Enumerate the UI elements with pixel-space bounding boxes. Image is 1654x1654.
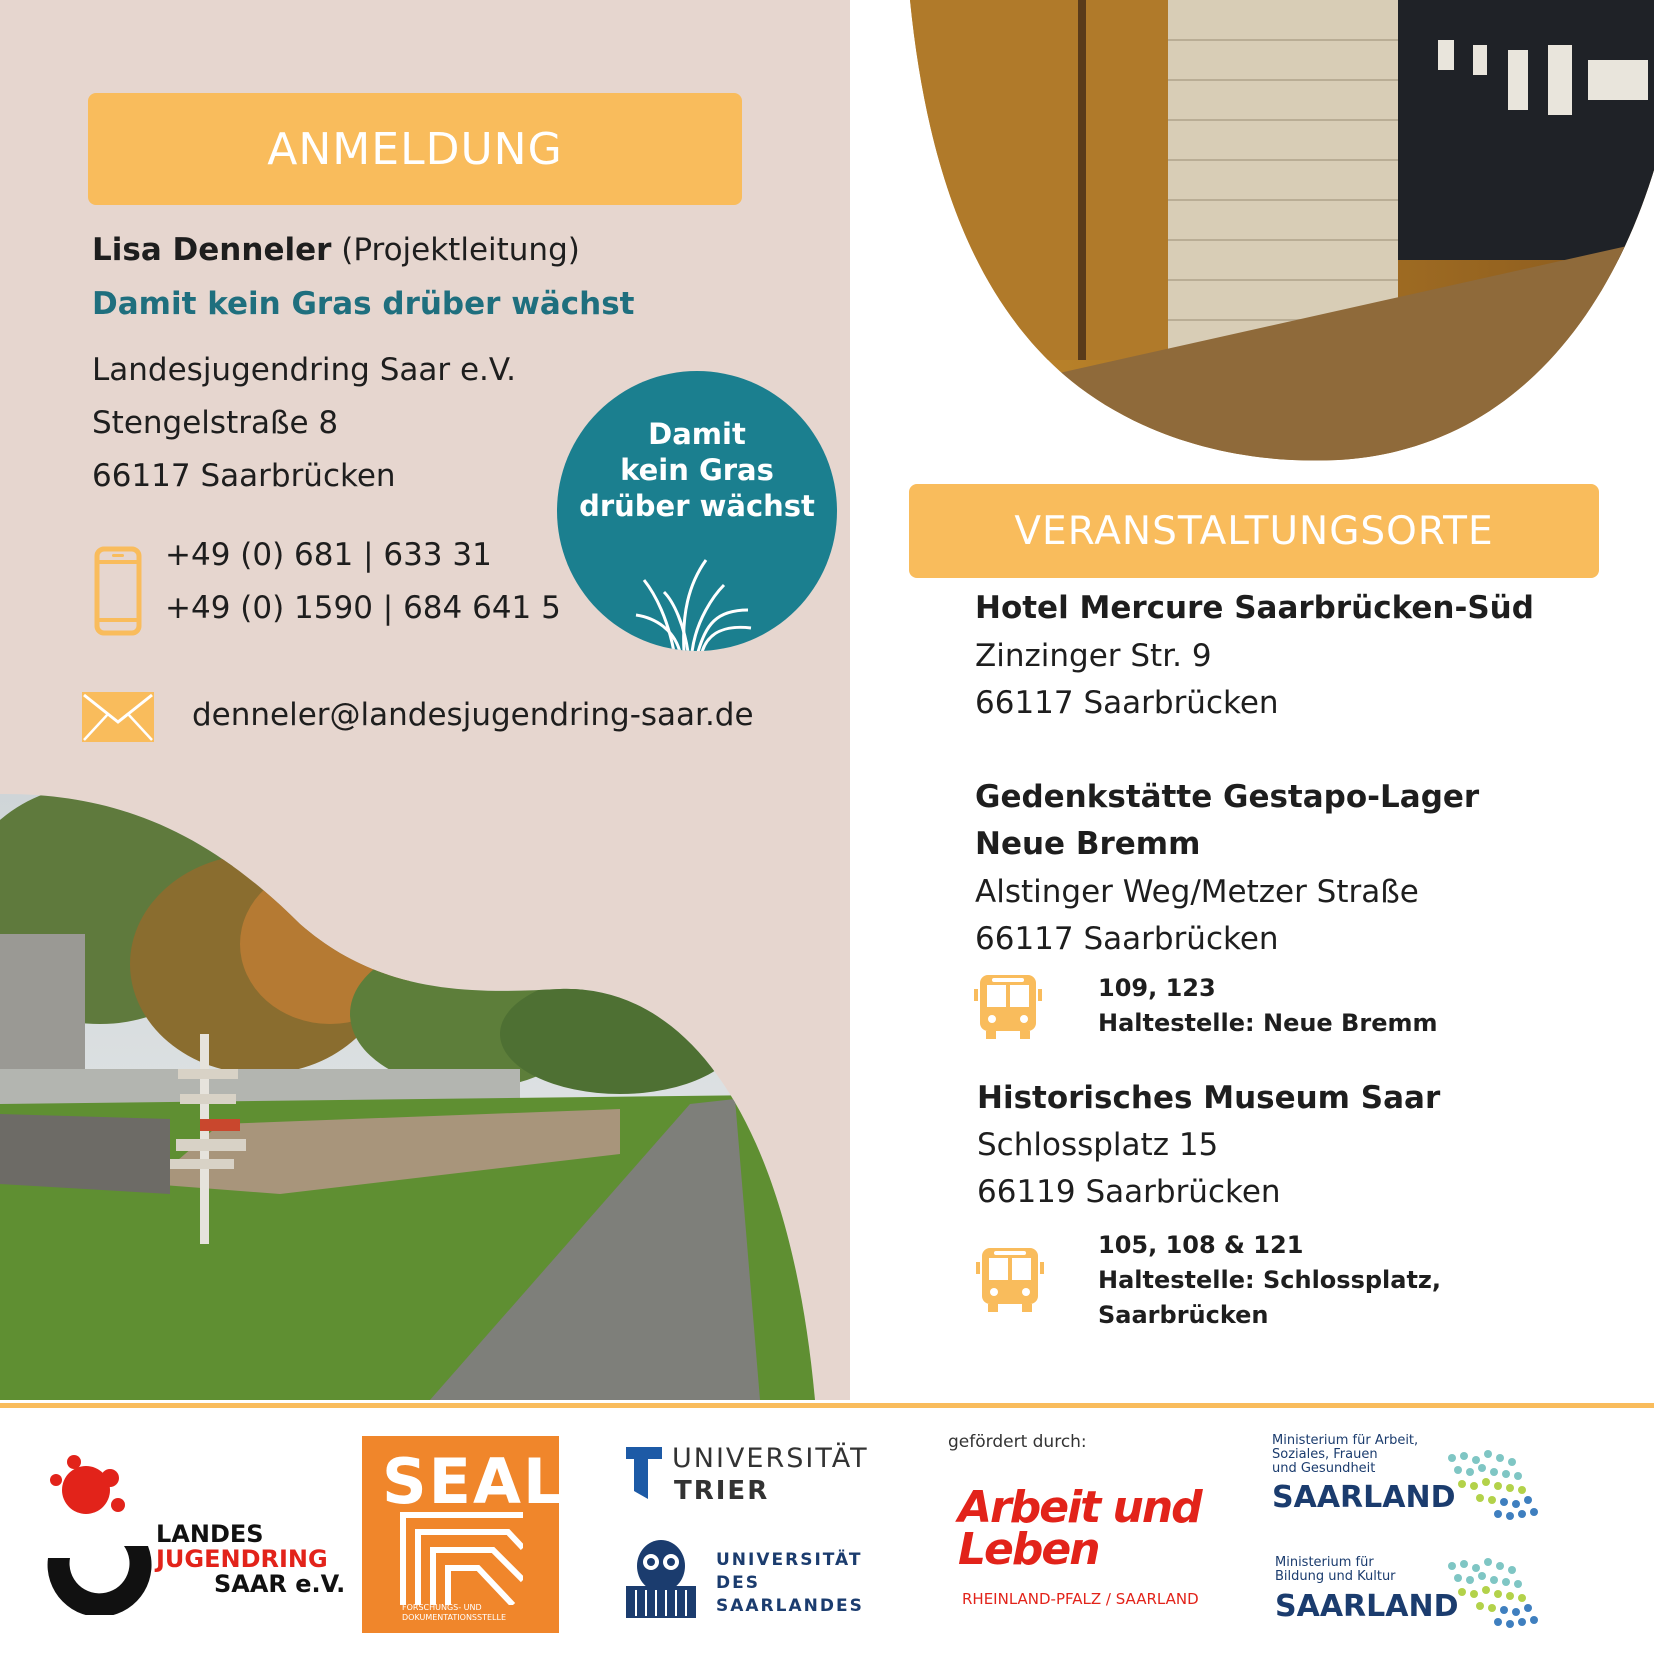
org-name: Landesjugendring Saar e.V.	[92, 352, 516, 388]
phone-icon	[94, 546, 142, 636]
venue-3-bus-stop-line-1: Haltestelle: Schlossplatz,	[1098, 1266, 1442, 1294]
aul-line-2: Leben	[958, 1524, 1099, 1575]
venue-2-name-line-2: Neue Bremm	[975, 826, 1201, 862]
venue-1-city: 66117 Saarbrücken	[975, 685, 1279, 721]
footer-divider	[0, 1403, 1654, 1408]
min1-line-1: Ministerium für Arbeit,	[1272, 1433, 1419, 1448]
venue-2-bus-lines: 109, 123	[1098, 974, 1216, 1002]
saarland-map-icon	[1432, 1438, 1552, 1528]
seal-sub-1: FORSCHUNGS- UND	[402, 1603, 482, 1612]
ljr-line-2: JUGENDRING	[156, 1545, 328, 1573]
phone-number-1[interactable]: +49 (0) 681 | 633 31	[165, 537, 492, 573]
ljr-line-1: LANDES	[156, 1520, 264, 1548]
ljr-line-3: SAAR e.V.	[214, 1570, 346, 1598]
venue-2-name-line-1: Gedenkstätte Gestapo-Lager	[975, 779, 1480, 815]
badge-line-2: kein Gras	[620, 453, 774, 487]
trier-line-1: UNIVERSITÄT	[672, 1443, 869, 1474]
bus-icon	[972, 971, 1044, 1043]
venue-3-bus-lines: 105, 108 & 121	[1098, 1231, 1304, 1259]
uds-line-2: DES	[716, 1573, 760, 1593]
min2-line-1: Ministerium für	[1275, 1555, 1374, 1570]
memorial-interior-photo	[908, 0, 1654, 462]
aul-line-1: Arbeit und	[958, 1482, 1201, 1533]
memorial-park-photo	[0, 794, 850, 1400]
venue-3-city: 66119 Saarbrücken	[977, 1174, 1281, 1210]
min1-state: SAARLAND	[1272, 1480, 1456, 1515]
min1-line-2: Soziales, Frauen	[1272, 1447, 1378, 1462]
project-title: Damit kein Gras drüber wächst	[92, 286, 635, 322]
seal-sub-2: DOKUMENTATIONSSTELLE	[402, 1613, 506, 1622]
phone-number-2[interactable]: +49 (0) 1590 | 684 641 5	[165, 590, 561, 626]
min1-line-3: und Gesundheit	[1272, 1461, 1376, 1476]
venue-2-bus-stop: Haltestelle: Neue Bremm	[1098, 1009, 1438, 1037]
bus-icon	[974, 1244, 1046, 1316]
venue-2-city: 66117 Saarbrücken	[975, 921, 1279, 957]
venue-1-street: Zinzinger Str. 9	[975, 638, 1212, 674]
contact-role: (Projektleitung)	[341, 232, 580, 268]
venue-1-name: Hotel Mercure Saarbrücken-Süd	[975, 590, 1534, 626]
uds-line-3: SAARLANDES	[716, 1596, 864, 1616]
trier-logo-mark	[626, 1447, 662, 1499]
contact-person	[92, 232, 580, 268]
venue-2-street: Alstinger Weg/Metzer Straße	[975, 874, 1419, 910]
venue-3-street: Schlossplatz 15	[977, 1127, 1219, 1163]
contact-name: Lisa Denneler	[92, 232, 332, 268]
org-street: Stengelstraße 8	[92, 405, 339, 441]
org-city: 66117 Saarbrücken	[92, 458, 396, 494]
venue-3-bus-stop-line-2: Saarbrücken	[1098, 1301, 1269, 1329]
funded-by-label: gefördert durch:	[948, 1432, 1087, 1452]
email-link[interactable]: denneler@landesjugendring-saar.de	[192, 697, 754, 733]
aul-sub: RHEINLAND-PFALZ / SAARLAND	[962, 1590, 1199, 1608]
saarland-map-icon	[1432, 1546, 1552, 1636]
saarland-university-owl-icon	[622, 1536, 700, 1624]
landesjugendring-logo-mark	[38, 1450, 153, 1615]
envelope-icon	[82, 692, 154, 742]
venue-3-name: Historisches Museum Saar	[977, 1080, 1441, 1116]
min2-state: SAARLAND	[1275, 1589, 1459, 1624]
anmeldung-heading: ANMELDUNG	[267, 123, 563, 175]
min2-line-2: Bildung und Kultur	[1275, 1569, 1396, 1584]
anmeldung-banner	[88, 93, 742, 205]
veranstaltungsorte-heading: VERANSTALTUNGSORTE	[1014, 508, 1494, 554]
trier-line-2: TRIER	[674, 1476, 770, 1506]
badge-line-1: Damit	[648, 417, 746, 451]
badge-line-3: drüber wächst	[579, 489, 815, 523]
uds-line-1: UNIVERSITÄT	[716, 1550, 863, 1570]
veranstaltungsorte-banner	[909, 484, 1599, 578]
seal-title: SEAL	[382, 1445, 565, 1518]
seal-stripes-icon	[398, 1510, 523, 1605]
